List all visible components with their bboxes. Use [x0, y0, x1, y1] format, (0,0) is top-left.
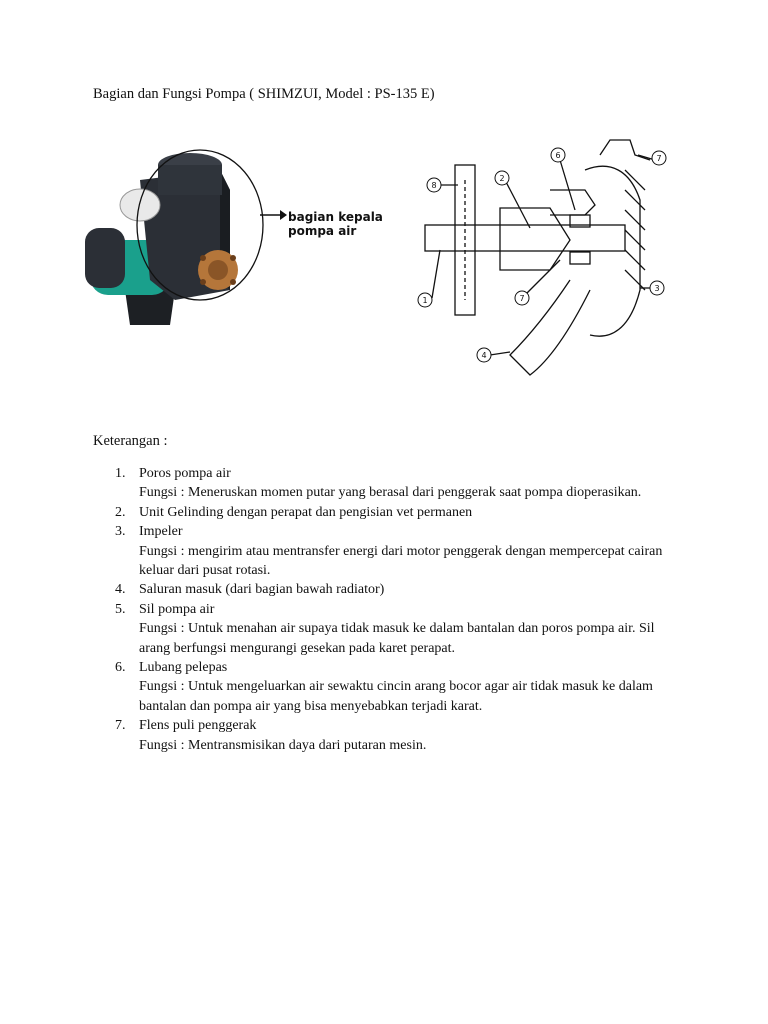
- pump-illustration: [85, 153, 238, 325]
- parts-list: [93, 464, 673, 755]
- list-item: [93, 600, 673, 658]
- item-desc: Fungsi : Untuk mengeluarkan air sewaktu cincin arang bocor agar air tidak masuk ke dalam bantalan dan pompa air yang bisa menyebabkan terjadi karat.: [139, 679, 653, 714]
- list-item: [93, 580, 673, 599]
- item-name: Sil pompa air: [139, 601, 215, 617]
- keterangan-heading: Keterangan :: [93, 433, 168, 449]
- list-item: [93, 464, 673, 503]
- list-number: 6.: [115, 660, 126, 676]
- item-name: Saluran masuk (dari bagian bawah radiator): [139, 582, 385, 598]
- list-item: [93, 503, 673, 522]
- list-number: 7.: [115, 718, 126, 734]
- diagram-label-8: 8: [431, 181, 437, 190]
- diagram-label-2: 2: [499, 174, 505, 183]
- diagram-label-6: 6: [555, 151, 561, 160]
- pump-photo: [80, 130, 410, 350]
- list-item: [93, 658, 673, 716]
- diagram-label-4: 4: [481, 351, 487, 360]
- diagram-label-1: 1: [422, 296, 428, 305]
- list-number: 2.: [115, 504, 126, 520]
- item-name: Unit Gelinding dengan perapat dan pengisian vet permanen: [139, 504, 473, 520]
- diagram-label-7b: 7: [656, 154, 662, 163]
- item-name: Poros pompa air: [139, 466, 231, 481]
- item-name: Lubang pelepas: [139, 660, 228, 676]
- item-desc: Fungsi : Untuk menahan air supaya tidak masuk ke dalam bantalan dan poros pompa air. Sil arang berfungsi mengurangi gesekan pada karet perapat.: [139, 621, 655, 656]
- item-name: Flens puli penggerak: [139, 718, 257, 734]
- item-desc: Fungsi : Meneruskan momen putar yang berasal dari penggerak saat pompa dioperasikan.: [139, 485, 642, 501]
- item-desc: Fungsi : mengirim atau mentransfer energi dari motor penggerak dengan mempercepat cairan keluar dari pusat rotasi.: [139, 543, 663, 579]
- item-desc: Fungsi : Mentransmisikan daya dari putaran mesin.: [139, 737, 427, 753]
- list-item: [93, 522, 673, 580]
- list-number: 4.: [115, 582, 126, 598]
- item-name: Impeler: [139, 524, 183, 540]
- list-item: [93, 716, 673, 755]
- diagram-label-7: 7: [519, 294, 525, 303]
- list-number: 5.: [115, 601, 126, 617]
- figure-row: [80, 130, 680, 390]
- page-title: Bagian dan Fungsi Pompa ( SHIMZUI, Model : PS-135 E): [93, 86, 435, 102]
- list-number: 1.: [115, 466, 126, 481]
- diagram-label-3: 3: [654, 284, 660, 293]
- callout-label: bagian kepala pompa air: [288, 210, 383, 238]
- list-number: 3.: [115, 524, 126, 540]
- pump-cross-section-diagram: [410, 130, 670, 390]
